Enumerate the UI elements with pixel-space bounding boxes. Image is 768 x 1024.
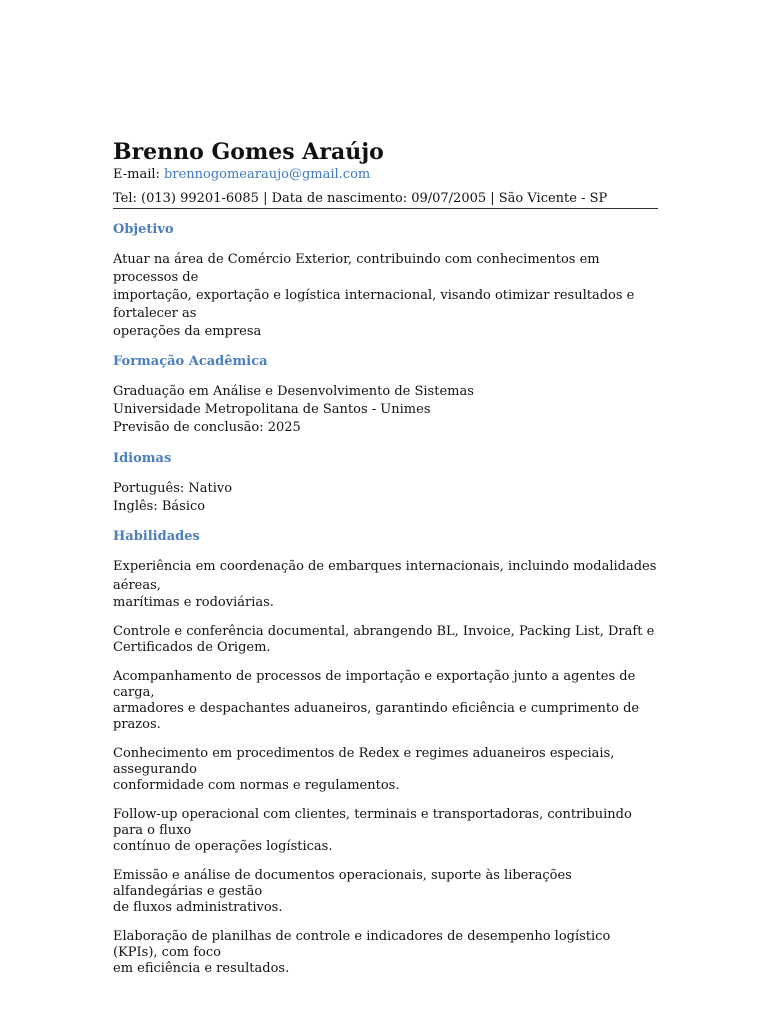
- objetivo-line: importação, exportação e logística internacional, visando otimizar resultados e fortalecer as: [113, 288, 635, 321]
- formacao-line: Graduação em Análise e Desenvolvimento de Sistemas: [113, 384, 474, 399]
- skill-line: Controle e conferência documental, abrangendo BL, Invoice, Packing List, Draft e: [113, 624, 655, 639]
- candidate-name: Brenno Gomes Araújo: [113, 139, 384, 165]
- skill-item: [113, 868, 658, 916]
- objetivo-text: [113, 251, 658, 341]
- skill-item: [113, 557, 658, 611]
- skill-item: [113, 807, 658, 855]
- skill-line: Acompanhamento de processos de importação e exportação junto a agentes de carga,: [113, 669, 636, 700]
- skill-line: Experiência em coordenação de embarques internacionais, incluindo modalidades aéreas,: [113, 559, 657, 593]
- section-title-idiomas: Idiomas: [113, 451, 172, 466]
- section-title-formacao: Formação Acadêmica: [113, 354, 268, 369]
- skill-line: Certificados de Origem.: [113, 640, 271, 655]
- section-title-habilidades: Habilidades: [113, 529, 200, 544]
- skill-line: em eficiência e resultados.: [113, 961, 290, 976]
- email-link[interactable]: brennogomearaujo@gmail.com: [164, 167, 371, 182]
- skill-item: [113, 669, 658, 733]
- objetivo-line: operações da empresa: [113, 324, 262, 339]
- formacao-list: [113, 383, 658, 437]
- skill-line: conformidade com normas e regulamentos.: [113, 778, 400, 793]
- email-label: E-mail:: [113, 167, 165, 182]
- skill-line: Follow-up operacional com clientes, terminais e transportadoras, contribuindo para o fluxo: [113, 807, 632, 838]
- contact-line: Tel: (013) 99201-6085 | Data de nascimento: 09/07/2005 | São Vicente - SP: [113, 190, 658, 209]
- email-line: [113, 166, 658, 183]
- skill-line: de fluxos administrativos.: [113, 900, 283, 915]
- skill-line: Elaboração de planilhas de controle e indicadores de desempenho logístico (KPIs), com foco: [113, 929, 611, 960]
- idioma-line: Inglês: Básico: [113, 499, 206, 514]
- formacao-line: Previsão de conclusão: 2025: [113, 420, 301, 435]
- idioma-line: Português: Nativo: [113, 481, 233, 496]
- skill-line: contínuo de operações logísticas.: [113, 839, 333, 854]
- skill-line: armadores e despachantes aduaneiros, garantindo eficiência e cumprimento de prazos.: [113, 701, 640, 732]
- skill-line: Conhecimento em procedimentos de Redex e regimes aduaneiros especiais, assegurando: [113, 746, 615, 777]
- skill-line: marítimas e rodoviárias.: [113, 595, 274, 610]
- section-title-objetivo: Objetivo: [113, 222, 174, 237]
- skill-item: [113, 624, 658, 656]
- objetivo-line: Atuar na área de Comércio Exterior, contribuindo com conhecimentos em processos de: [113, 252, 600, 285]
- skill-item: [113, 929, 658, 977]
- skill-item: [113, 746, 658, 794]
- idiomas-list: [113, 480, 658, 516]
- formacao-line: Universidade Metropolitana de Santos - Unimes: [113, 402, 431, 417]
- resume-document: [113, 138, 658, 977]
- skill-line: Emissão e análise de documentos operacionais, suporte às liberações alfandegárias e gestão: [113, 868, 572, 899]
